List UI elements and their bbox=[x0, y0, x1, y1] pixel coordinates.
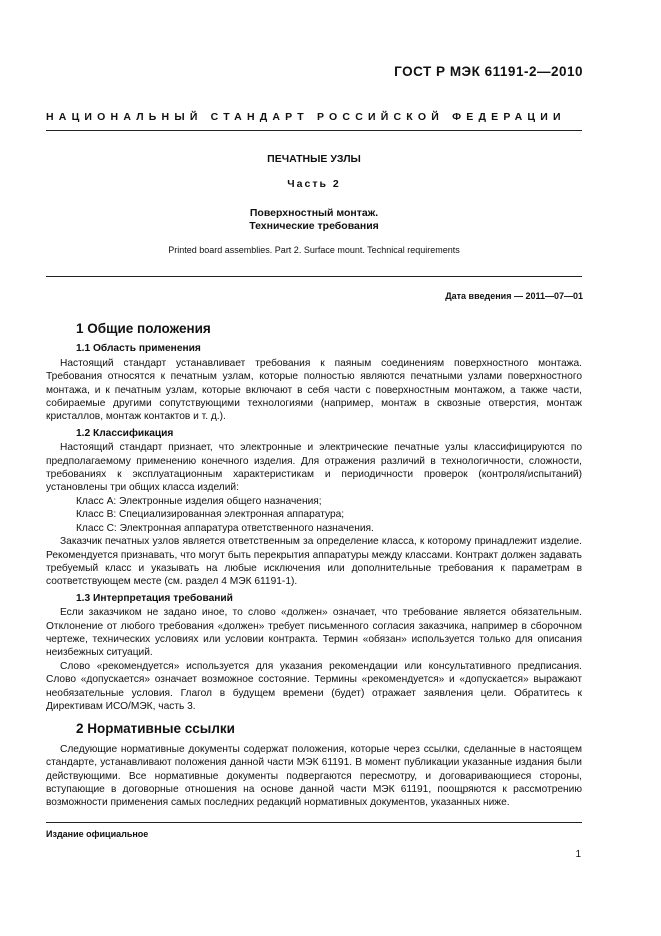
section-2-heading: 2 Нормативные ссылки bbox=[76, 721, 235, 737]
footer-rule bbox=[46, 822, 582, 823]
section-1-3-paragraph: Если заказчиком не задано иное, то слово «должен» означает, что требование является обязательным. Отклонение от любого требования «должен» требует письменного согласия заказчика, например в сборочном чертеже, технических условиях или условии контракта. Термин «обязан» используется только для описания неизбежных ситуаций. bbox=[46, 607, 582, 659]
subtitle-line-1: Поверхностный монтаж. bbox=[249, 207, 379, 219]
english-title: Printed board assemblies. Part 2. Surface mount. Technical requirements bbox=[168, 245, 460, 255]
section-1-1-heading: 1.1 Область применения bbox=[76, 343, 201, 355]
document-subtitle bbox=[46, 207, 582, 233]
section-1-2-paragraph-2: Заказчик печатных узлов является ответственным за определение класса, к которому принадлежит изделие. Рекомендуется признавать, что могут быть перекрытия аппаратуры между классами. Контракт должен задавать требуемый класс и указывать на любые исключения или дополнительные требования к параметрам в соответствующем месте (см. раздел 4 МЭК 61191-1). bbox=[46, 536, 582, 588]
section-1-3-paragraph-2: Слово «рекомендуется» используется для указания рекомендации или консультативного предписания. Слово «допускается» означает возможное состояние. Термины «рекомендуется» и «допускается» выражают необязательные условия. Глагол в будущем времени (будет) отражает заявления цели. Обратитесь к Директивам ИСО/МЭК, часть 3. bbox=[46, 660, 582, 712]
document-body bbox=[46, 322, 582, 810]
title-rule bbox=[46, 276, 582, 277]
section-2-paragraph: Следующие нормативные документы содержат положения, которые через ссылки, сделанные в настоящем стандарте, устанавливают положения данной части МЭК 61191. В момент публикации указанные издания были действующими. Все нормативные документы подвергаются пересмотру, и договаривающиеся стороны, вступающие в договорные отношения на основе данной части МЭК 61191, поощряются к рассмотрению возможности применения самых последних редакций нормативных документов, указанных ниже. bbox=[46, 743, 582, 809]
section-1-1-paragraph: Настоящий стандарт устанавливает требования к паяным соединениям поверхностного монтажа. Требования относятся к печатным узлам, которые полностью являются печатными узлами поверхностного монтажа, и к печатным узлам, которые включают в себя части с поверхностным монтажом, а также части, собираемые другими сопутствующими технологиями (например, монтаж в сквозные отверстия, монтаж кристаллов, монтаж контактов и т. д.). bbox=[46, 357, 582, 423]
class-a-item: Класс А: Электронные изделия общего назначения; bbox=[76, 495, 322, 507]
edition-label: Издание официальное bbox=[46, 829, 149, 839]
part-label: Часть 2 bbox=[287, 178, 341, 190]
section-1-2-paragraph: Настоящий стандарт признает, что электронные и электрические печатные узлы классифицируются по предполагаемому применению конечного изделия. Для отражения различий в технологичности, сложности, требованиях к эксплуатационным характеристикам и периодичности проверок (контроля/испытаний) установлены три общих класса изделий: bbox=[46, 442, 582, 494]
section-1-2-heading: 1.2 Классификация bbox=[76, 427, 174, 439]
section-1-3-heading: 1.3 Интерпретация требований bbox=[76, 592, 233, 604]
class-c-item: Класс С: Электронная аппаратура ответственного назначения. bbox=[76, 522, 374, 534]
class-b-item: Класс В: Специализированная электронная аппаратура; bbox=[76, 509, 345, 521]
effective-date: Дата введения — 2011—07—01 bbox=[445, 291, 583, 301]
subtitle-line-2: Технические требования bbox=[249, 220, 379, 232]
section-1-heading: 1 Общие положения bbox=[76, 321, 211, 336]
document-title: ПЕЧАТНЫЕ УЗЛЫ bbox=[267, 153, 361, 165]
national-standard-banner: НАЦИОНАЛЬНЫЙ СТАНДАРТ РОССИЙСКОЙ ФЕДЕРАЦИИ bbox=[46, 111, 566, 123]
page-number: 1 bbox=[575, 849, 581, 860]
standard-number: ГОСТ Р МЭК 61191-2—2010 bbox=[394, 64, 583, 79]
header-rule bbox=[46, 130, 582, 131]
